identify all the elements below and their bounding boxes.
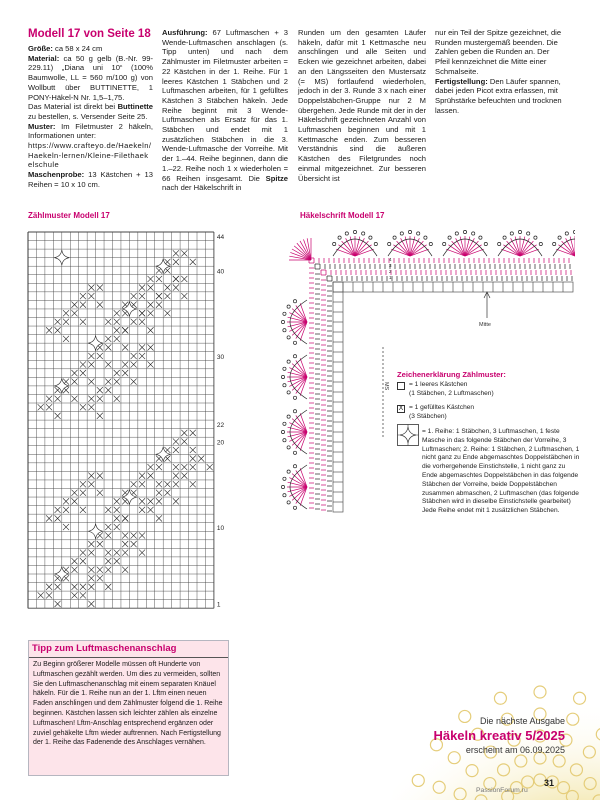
- chart-title: Zählmuster Modell 17: [28, 211, 110, 220]
- legend-motif-text: = 1. Reihe: 1 Stäbchen, 3 Luftmaschen, 1 feste Masche in das folgende Stäbchen der Vorreihe, 3 Luftmaschen; 2. Reihe: 1 Stäbchen, 2 Luftmaschen, 1 nicht ganz zu Ende abgemaschtes Doppelstäbchen in die vorhergehende Einstichstelle, 1 nicht ganz zu Ende abgemaschtes Doppelstäbchen in das folgende Stäbchen der Vorreihe, beide Doppelstäbchen zusammen abmaschen, 2 Luftmaschen (das folgende Stäbchen wird in dieselbe Einstichstelle gearbeitet) Jede Reihe endet mit 1 zusätzlichen Stäbchen.: [422, 428, 580, 515]
- legend-empty: = 1 leeres Kästchen (1 Stäbchen, 2 Luftmaschen): [397, 381, 494, 399]
- round-number: 2: [389, 269, 392, 274]
- tip-title: Tipp zum Luftmaschenanschlag: [32, 643, 177, 654]
- page-number: 31: [544, 778, 555, 788]
- row-label: 40: [216, 268, 225, 276]
- row-label: 22: [216, 422, 225, 430]
- row-label: 44: [216, 234, 225, 242]
- lace-instructions-column: Runden um den gesamten Läufer häkeln, dafür mit 1 Kettmasche neu anschlingen und alle Seiten und Ecken wie gezeichnet arbeiten, dabei an den Längsseiten den Mustersatz (= MS) fortlaufend wiederholen, jedoch in der 3. Runde 3 x nach einer Doppelstäbchen-Gruppe nur 2 M übergehen. Jede Runde mit der in der Häkelschrift gezeichneten Anzahl von Luftmaschen beginnen und mit 1 Kettmasche enden. Zum besseren Verständnis sind die äußeren Kästchen des Filetgrundes noch einmal mitgezeichnet. Zur besseren Übersicht ist: [298, 28, 426, 183]
- filet-chart: [24, 222, 239, 620]
- empty-box-icon: [397, 382, 405, 390]
- round-number: 1: [389, 275, 392, 280]
- row-label: 1: [216, 601, 221, 609]
- row-label: 20: [216, 439, 225, 447]
- instructions-column: Ausführung: 67 Luftmaschen + 3 Wende-Luftmaschen anschlagen (s. Tipp unten) und nach dem Zählmuster im Filetmuster arbeiten = 22 Kästchen in der 1. Reihe. Für 1 leeres Kästchen 1 Stäbchen und 2 Luftmaschen arbeiten, für 1 gefülltes Kästchen 3 Stäbchen häkeln. Jede Reihe beginnt mit 3 Wende-Luftmaschen als Ersatz für das 1. Stäbchen und endet mit 1 zusätzlichen Stäbchen in die 3. Wende-Luftmasche der Vorreihe. Mit der 1.–44. Reihe beginnen, dann die 1.–22. Reihe noch 1 x wiederholen = 66 Reihen insgesamt. Die Spitze nach der Häkelschrift in: [162, 28, 288, 193]
- filled-box-icon: X: [398, 405, 404, 412]
- materials-column: Modell 17 von Seite 18 Größe: ca 58 x 24 cm Material: ca 50 g gelb (B.-Nr. 99-229.11) „Diana uni 10“ (100% Baumwolle, LL = 560 m/100 g) von Wollbutt über BUTTINETTE, 1 PONY-Häkel-N Nr. 1,5–1,75. Das Material ist direkt bei Buttinette zu bestellen, s. Versender Seite 25. Muster: Im Filetmuster 2 häkeln, Informationen unter: https://www.crafteyo.de/Haekeln/Haekeln-lernen/Kleine-Filethaekelschule Maschenprobe: 13 Kästchen + 13 Reihen = 10 x 10 cm.: [28, 28, 153, 189]
- finishing-column: nur ein Teil der Spitze gezeichnet, die Runden mustergemäß beenden. Die Zahlen geben die Runden an. Der Pfeil kennzeichnet die Mitte einer Schmalseite. Fertigstellung: Den Läufer spannen, dabei jeden Picot extra erfassen, mit Sprühstärke befeuchten und trocknen lassen.: [435, 28, 562, 115]
- round-number: 3: [389, 263, 392, 268]
- mitte-label: Mitte: [479, 322, 491, 328]
- row-label: 30: [216, 353, 225, 361]
- tip-divider: [29, 657, 228, 658]
- legend-title: Zeichenerklärung Zählmuster:: [397, 370, 506, 379]
- next-issue-title: Häkeln kreativ 5/2025: [433, 728, 565, 743]
- model-title: Modell 17 von Seite 18: [28, 28, 151, 40]
- legend-full: X = 1 gefülltes Kästchen (3 Stäbchen): [398, 404, 475, 420]
- row-label: 10: [216, 524, 225, 532]
- pattern-url[interactable]: https://www.crafteyo.de/Haekeln/Haekeln-lernen/Kleine-Filethaekelschule: [28, 141, 152, 170]
- star-motif-icon: [397, 424, 419, 446]
- next-issue-label: Die nächste Ausgabe: [479, 716, 565, 726]
- tip-body: Zu Beginn größerer Modelle müssen oft Hunderte von Luftmaschen gezählt werden. Um dies zu vermeiden, sollten Sie den Luftmaschenanschlag mit einem separaten Knäuel häkeln. Für die 1. Reihe nun an der 1. Lftm einen neuen Faden anschlingen und dem Zählmuster folgend die 1. Reihe beginnen. Kästchen lassen sich leichter zählen als einzelne Luftmaschen! Lftm-Anschlag entsprechend ergänzen oder zuviel gehäkelte Lftm wieder auftrennen. Nach Fertigstellung der 1. Reihe das Fadenende des Anschlages vernähen.: [33, 661, 223, 747]
- tip-box: [28, 640, 229, 776]
- ms-label: MS: [383, 382, 389, 391]
- crochet-chart-title: Häkelschrift Modell 17: [300, 211, 385, 220]
- round-number: 4: [389, 257, 392, 262]
- watermark: PassionForum.ru: [476, 787, 528, 794]
- next-issue-date: erscheint am 06.09.2025: [465, 745, 565, 755]
